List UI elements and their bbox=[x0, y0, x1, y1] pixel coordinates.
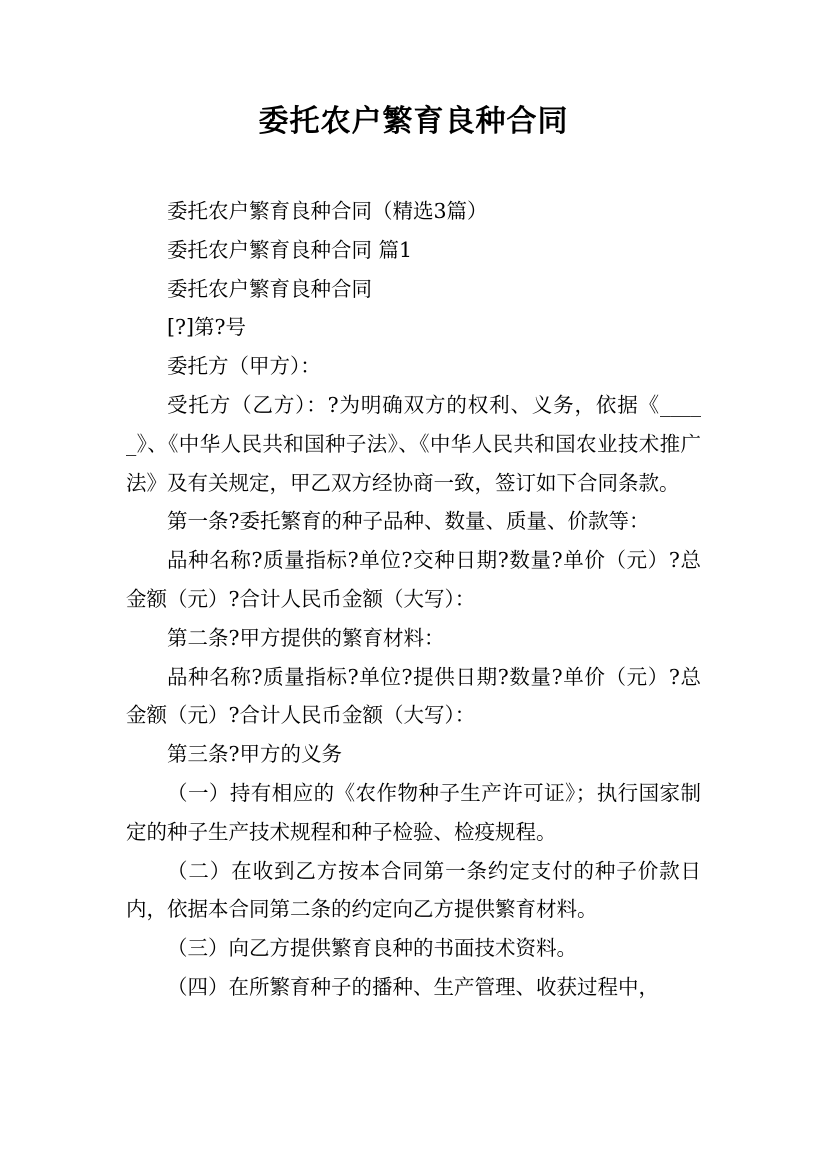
document-body bbox=[126, 192, 701, 1007]
paragraph: 委托方（甲方）： bbox=[167, 354, 321, 379]
paragraph: 第二条?甲方提供的繁育材料： bbox=[167, 625, 445, 650]
paragraph: 委托农户繁育良种合同（精选3篇） bbox=[167, 199, 488, 223]
paragraph: （三）向乙方提供繁育良种的书面技术资料。 bbox=[167, 936, 577, 961]
paragraph: （二）在收到乙方按本合同第一条约定支付的种子价款日内，依据本合同第二条的约定向乙方提供繁育材料。 bbox=[126, 858, 701, 922]
paragraph: （一）持有相应的《农作物种子生产许可证》；执行国家制定的种子生产技术规程和种子检验、检疫规程。 bbox=[126, 780, 701, 844]
paragraph: 委托农户繁育良种合同 bbox=[167, 276, 372, 301]
paragraph: 第一条?委托繁育的种子品种、数量、质量、价款等： bbox=[167, 509, 650, 534]
paragraph: 受托方（乙方）：?为明确双方的权利、义务，依据《_____》、《中华人民共和国种子法》、《中华人民共和国农业技术推广法》及有关规定，甲乙双方经协商一致，签订如下合同条款。 bbox=[126, 392, 701, 495]
paragraph: 品种名称?质量指标?单位?交种日期?数量?单价（元）?总金额（元）?合计人民币金额（大写）： bbox=[126, 548, 701, 611]
paragraph: [?]第?号 bbox=[167, 315, 246, 340]
paragraph: （四）在所繁育种子的播种、生产管理、收获过程中， bbox=[167, 974, 659, 999]
document-title: 委托农户繁育良种合同 bbox=[258, 104, 569, 139]
paragraph: 第三条?甲方的义务 bbox=[167, 742, 342, 767]
paragraph: 委托农户繁育良种合同 篇1 bbox=[167, 237, 413, 262]
paragraph: 品种名称?质量指标?单位?提供日期?数量?单价（元）?总金额（元）?合计人民币金额（大写）： bbox=[126, 664, 701, 728]
